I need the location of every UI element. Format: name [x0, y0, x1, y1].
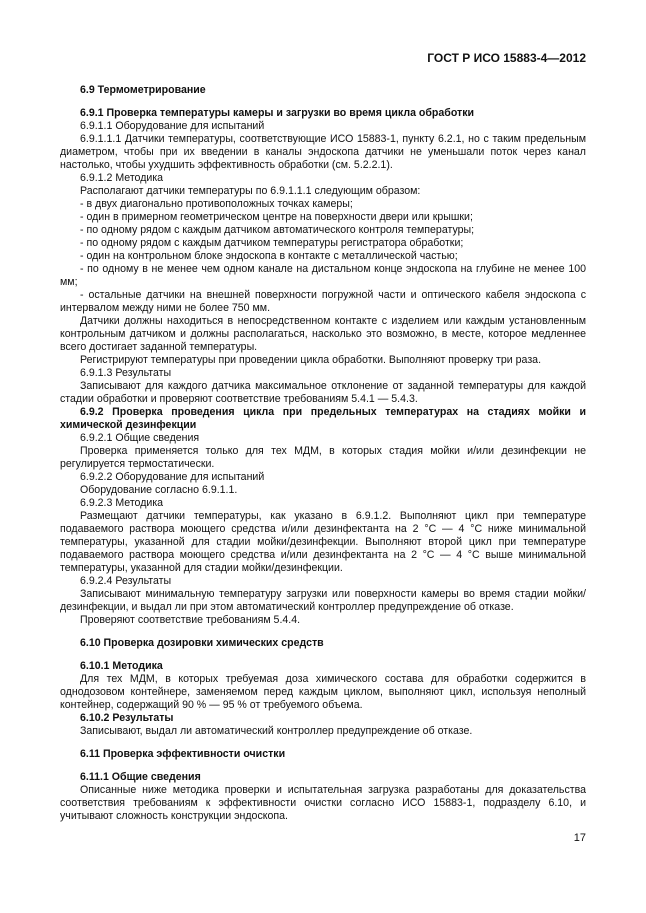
section-6-9-2-1-heading: 6.9.2.1 Общие сведения: [80, 432, 200, 444]
page-number: 17: [573, 832, 586, 844]
results-paragraph: Записывают для каждого датчика максимальное отклонение от заданной температуры для каждой стадии обработки и проверяют соответствие требованиям 5.4.1 — 5.4.3.: [60, 380, 586, 405]
section-6-9-2-heading: 6.9.2 Проверка проведения цикла при предельных температурах на стадиях мойки и химической дезинфекции: [60, 406, 586, 431]
list-item: - остальные датчики на внешней поверхности погружной части и оптического кабеля эндоскопа с интервалом между ними не более 750 мм.: [60, 289, 586, 314]
section-6-9-1-1-1-paragraph: 6.9.1.1.1 Датчики температуры, соответствующие ИСО 15883-1, пункту 6.2.1, но с таким предельным диаметром, чтобы при их введении в каналы эндоскопа датчики не уменьшали поток через канал настолько, чтобы ухудшить эффективность обработки (см. 5.2.2.1).: [60, 133, 586, 171]
section-6-9-1-heading: 6.9.1 Проверка температуры камеры и загрузки во время цикла обработки: [80, 107, 475, 119]
section-6-9-1-2-heading: 6.9.1.2 Методика: [80, 172, 164, 184]
list-item: - один в примерном геометрическом центре на поверхности двери или крышки;: [80, 211, 473, 223]
section-6-9-1-1-heading: 6.9.1.1 Оборудование для испытаний: [80, 120, 265, 132]
section-6-9-heading: 6.9 Термометрирование: [80, 84, 206, 96]
document-code-header: ГОСТ Р ИСО 15883-4—2012: [427, 51, 586, 65]
section-6-9-2-4-heading: 6.9.2.4 Результаты: [80, 575, 172, 587]
sensors-paragraph: Датчики должны находиться в непосредственном контакте с изделием или каждым установленным контрольным датчиком и должны располагаться, насколько это возможно, в месте, которое медленнее всего достигает заданной температуры.: [60, 315, 586, 353]
section-6-10-2-heading: 6.10.2 Результаты: [80, 712, 174, 724]
section-6-10-1-heading: 6.10.1 Методика: [80, 660, 163, 672]
document-body: [60, 84, 586, 823]
general-paragraph: Описанные ниже методика проверки и испытательная загрузка разработаны для доказательства соответствия требованиям к эффективности очистки согласно ИСО 15883-1, подразделу 6.10, и учитывают сложность конструкции эндоскопа.: [60, 784, 586, 822]
list-item: - в двух диагонально противоположных точках камеры;: [80, 198, 353, 210]
list-item: - по одному рядом с каждым датчиком автоматического контроля температуры;: [80, 224, 475, 236]
method-paragraph: Размещают датчики температуры, как указано в 6.9.1.2. Выполняют цикл при температуре подаваемого раствора моющего средства и/или дезинфектанта на 2 °С — 4 °С ниже минимальной температуры, указанной для стадии мойки/дезинфекции. Выполняют второй цикл при температуре подаваемого раствора моющего средства и/или дезинфектанта на 2 °С — 4 °С выше минимальной температуры, указанной для стадии мойки/дезинфекции.: [60, 510, 586, 574]
results-paragraph: Записывают минимальную температуру загрузки или поверхности камеры во время стадии мойки/дезинфекции, и выдал ли при этом автоматический контроллер предупреждение об отказе.: [60, 588, 586, 613]
method-intro-paragraph: Располагают датчики температуры по 6.9.1.1.1 следующим образом:: [80, 185, 421, 197]
general-paragraph: Проверка применяется только для тех МДМ, в которых стадия мойки и/или дезинфекции не регулируется термостатически.: [60, 445, 586, 470]
list-item: - один на контрольном блоке эндоскопа в контакте с металлической частью;: [80, 250, 458, 262]
list-item: - по одному рядом с каждым датчиком температуры регистратора обработки;: [80, 237, 464, 249]
section-6-11-1-heading: 6.11.1 Общие сведения: [80, 771, 201, 783]
section-6-10-heading: 6.10 Проверка дозировки химических средств: [80, 637, 324, 649]
section-6-9-1-3-heading: 6.9.1.3 Результаты: [80, 367, 172, 379]
results-paragraph: Записывают, выдал ли автоматический контроллер предупреждение об отказе.: [80, 725, 473, 737]
equipment-paragraph: Оборудование согласно 6.9.1.1.: [80, 484, 238, 496]
section-6-11-heading: 6.11 Проверка эффективности очистки: [80, 748, 286, 760]
section-6-9-2-2-heading: 6.9.2.2 Оборудование для испытаний: [80, 471, 265, 483]
check-paragraph: Проверяют соответствие требованиям 5.4.4.: [80, 614, 301, 626]
method-paragraph: Для тех МДМ, в которых требуемая доза химического состава для обработки содержится в однодозовом контейнере, заменяемом перед каждым циклом, выполняют цикл, используя неполный контейнер, содержащий 90 % — 95 % от требуемого объема.: [60, 673, 586, 711]
section-6-9-2-3-heading: 6.9.2.3 Методика: [80, 497, 164, 509]
list-item: - по одному в не менее чем одном канале на дистальном конце эндоскопа на глубине не менее 100 мм;: [60, 263, 586, 288]
register-paragraph: Регистрируют температуры при проведении цикла обработки. Выполняют проверку три раза.: [80, 354, 542, 366]
